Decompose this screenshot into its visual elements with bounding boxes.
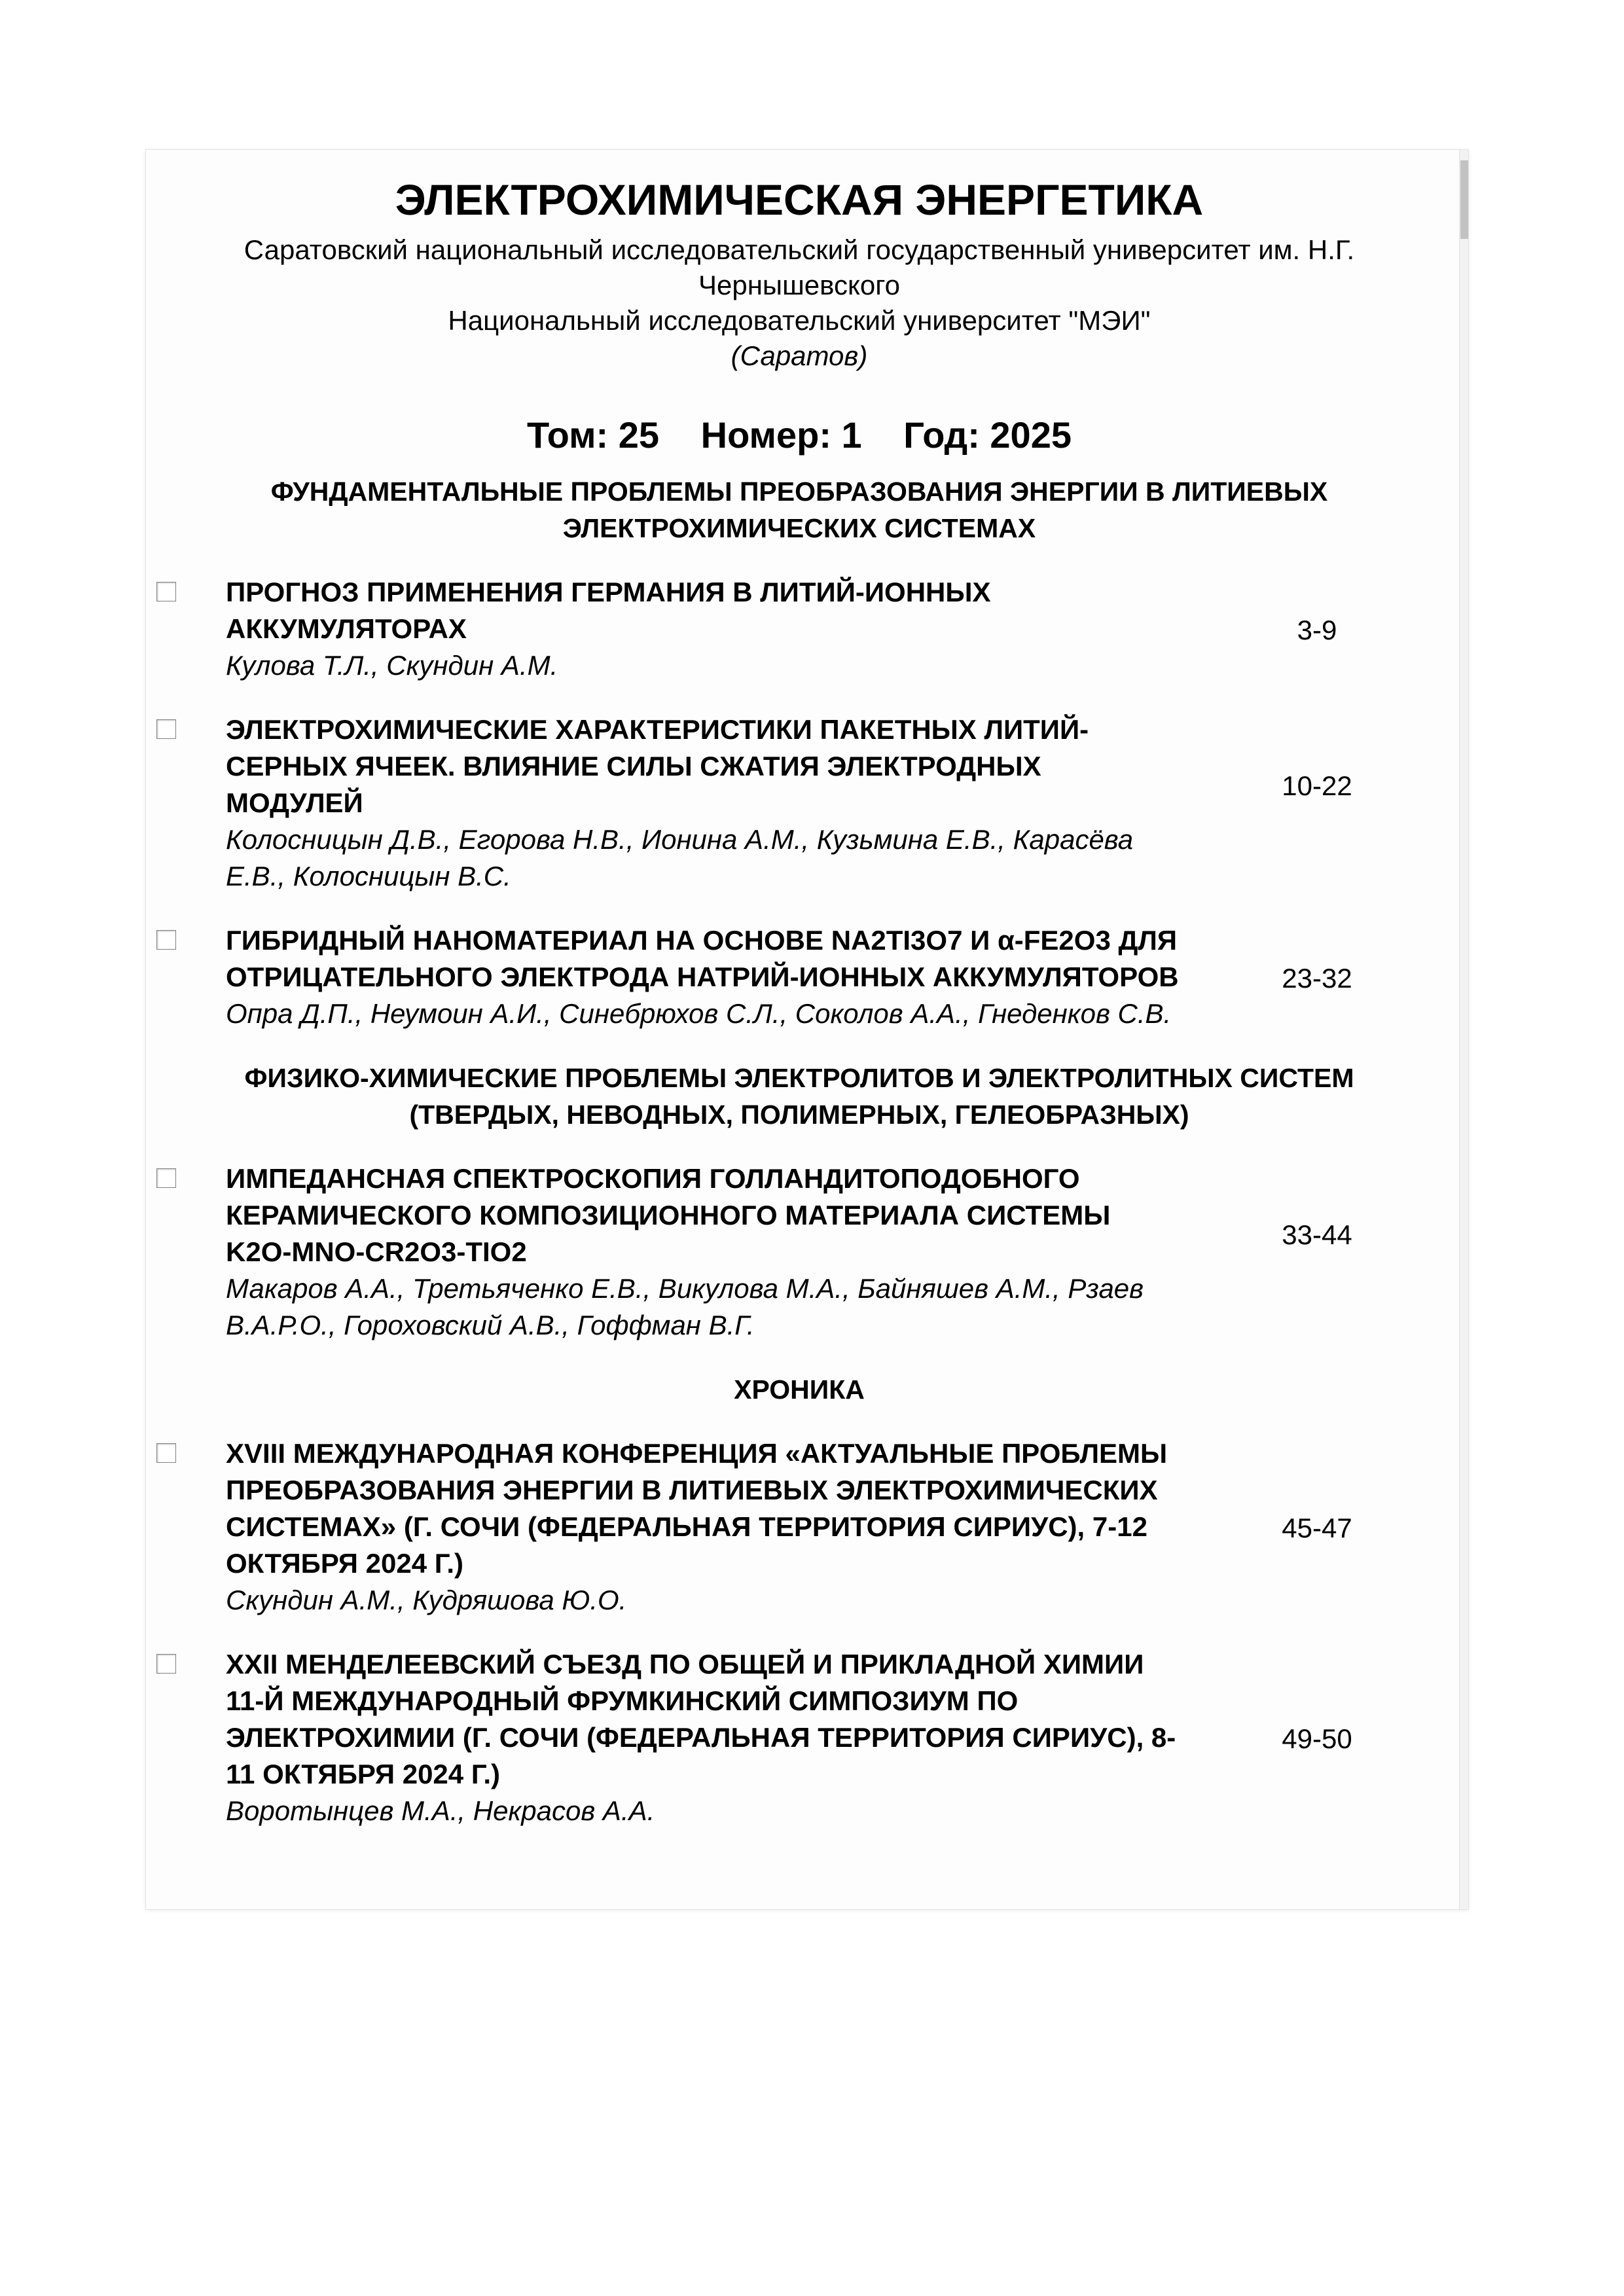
article-pages: 33-44 [1282, 1219, 1352, 1250]
article-pages: 10-22 [1282, 770, 1352, 801]
affiliation-university: Саратовский национальный исследовательский государственный университет им. Н.Г. Чернышевского [244, 234, 1355, 300]
section-heading: ХРОНИКА [734, 1374, 865, 1405]
article-pages: 49-50 [1282, 1723, 1352, 1754]
article-main [226, 922, 1453, 1032]
article-checkbox[interactable] [156, 1168, 176, 1188]
article-checkbox[interactable] [156, 1443, 176, 1463]
issue-line [146, 414, 1453, 456]
article-pages: 3-9 [1297, 615, 1337, 645]
section-heading: ФИЗИКО-ХИМИЧЕСКИЕ ПРОБЛЕМЫ ЭЛЕКТРОЛИТОВ И ЭЛЕКТРОЛИТНЫХ СИСТЕМ (ТВЕРДЫХ, НЕВОДНЫХ, ПОЛИМЕРНЫХ, ГЕЛЕОБРАЗНЫХ) [244, 1063, 1354, 1130]
article-title: ГИБРИДНЫЙ НАНОМАТЕРИАЛ НА ОСНОВЕ NA2TI3O7 И α-FE2O3 ДЛЯ ОТРИЦАТЕЛЬНОГО ЭЛЕКТРОДА НАТРИЙ-ИОННЫХ АККУМУЛЯТОРОВ [226, 925, 1179, 992]
article-row [146, 574, 1453, 684]
article-main [226, 1160, 1453, 1344]
article-pages: 23-32 [1282, 963, 1352, 994]
article-main [226, 574, 1453, 684]
article-checkbox[interactable] [156, 930, 176, 950]
article-row [146, 1646, 1453, 1829]
article-main [226, 711, 1453, 895]
article-authors: Скундин А.М., Кудряшова Ю.О. [226, 1585, 627, 1615]
article-checkbox[interactable] [156, 582, 176, 601]
volume-label: Том: 25 [526, 414, 660, 456]
article-authors: Колосницын Д.В., Егорова Н.В., Ионина А.М., Кузьмина Е.В., Карасёва Е.В., Колосницын В.С. [226, 824, 1134, 891]
article-authors: Опра Д.П., Неумоин А.И., Синебрюхов С.Л., Соколов А.А., Гнеденков С.В. [226, 998, 1172, 1029]
article-row [146, 1435, 1453, 1619]
section-heading: ФУНДАМЕНТАЛЬНЫЕ ПРОБЛЕМЫ ПРЕОБРАЗОВАНИЯ ЭНЕРГИИ В ЛИТИЕВЫХ ЭЛЕКТРОХИМИЧЕСКИХ СИСТЕМАХ [270, 476, 1328, 543]
scrollbar-track[interactable] [1459, 150, 1468, 1909]
article-main [226, 1435, 1453, 1619]
article-authors: Воротынцев М.А., Некрасов А.А. [226, 1795, 655, 1826]
article-title: ПРОГНОЗ ПРИМЕНЕНИЯ ГЕРМАНИЯ В ЛИТИЙ-ИОННЫХ АККУМУЛЯТОРАХ [226, 577, 991, 644]
article-row [146, 922, 1453, 1032]
article-authors: Кулова Т.Л., Скундин А.М. [226, 650, 558, 681]
number-label: Номер: 1 [700, 414, 862, 456]
toc-page [145, 149, 1469, 1910]
article-title: ИМПЕДАНСНАЯ СПЕКТРОСКОПИЯ ГОЛЛАНДИТОПОДОБНОГО КЕРАМИЧЕСКОГО КОМПОЗИЦИОННОГО МАТЕРИАЛА СИСТЕМЫ K2O-MNO-CR2O3-TIO2 [226, 1163, 1111, 1267]
article-checkbox[interactable] [156, 1654, 176, 1674]
article-row [146, 1160, 1453, 1344]
article-authors: Макаров А.А., Третьяченко Е.В., Викулова М.А., Байняшев А.М., Рзаев В.А.Р.О., Гороховский А.В., Гоффман В.Г. [226, 1273, 1144, 1340]
affiliation-institute: Национальный исследовательский университет "МЭИ" [448, 305, 1151, 336]
article-title: XVIII МЕЖДУНАРОДНАЯ КОНФЕРЕНЦИЯ «АКТУАЛЬНЫЕ ПРОБЛЕМЫ ПРЕОБРАЗОВАНИЯ ЭНЕРГИИ В ЛИТИЕВЫХ ЭЛЕКТРОХИМИЧЕСКИХ СИСТЕМАХ» (Г. СОЧИ (ФЕДЕРАЛЬНАЯ ТЕРРИТОРИЯ СИРИУС), 7-12 ОКТЯБРЯ 2024 Г.) [226, 1438, 1168, 1579]
year-label: Год: 2025 [903, 414, 1072, 456]
city-label: (Саратов) [731, 340, 868, 371]
article-main [226, 1646, 1453, 1829]
article-pages: 45-47 [1282, 1513, 1352, 1543]
journal-title: ЭЛЕКТРОХИМИЧЕСКАЯ ЭНЕРГЕТИКА [395, 175, 1204, 224]
scrollbar-thumb[interactable] [1460, 160, 1468, 239]
article-title: ЭЛЕКТРОХИМИЧЕСКИЕ ХАРАКТЕРИСТИКИ ПАКЕТНЫХ ЛИТИЙ-СЕРНЫХ ЯЧЕЕК. ВЛИЯНИЕ СИЛЫ СЖАТИЯ ЭЛЕКТРОДНЫХ МОДУЛЕЙ [226, 714, 1089, 818]
article-checkbox[interactable] [156, 719, 176, 739]
article-row [146, 711, 1453, 895]
article-title: XXII МЕНДЕЛЕЕВСКИЙ СЪЕЗД ПО ОБЩЕЙ И ПРИКЛАДНОЙ ХИМИИ 11-Й МЕЖДУНАРОДНЫЙ ФРУМКИНСКИЙ СИМПОЗИУМ ПО ЭЛЕКТРОХИМИИ (Г. СОЧИ (ФЕДЕРАЛЬНАЯ ТЕРРИТОРИЯ СИРИУС), 8-11 ОКТЯБРЯ 2024 Г.) [226, 1649, 1176, 1789]
